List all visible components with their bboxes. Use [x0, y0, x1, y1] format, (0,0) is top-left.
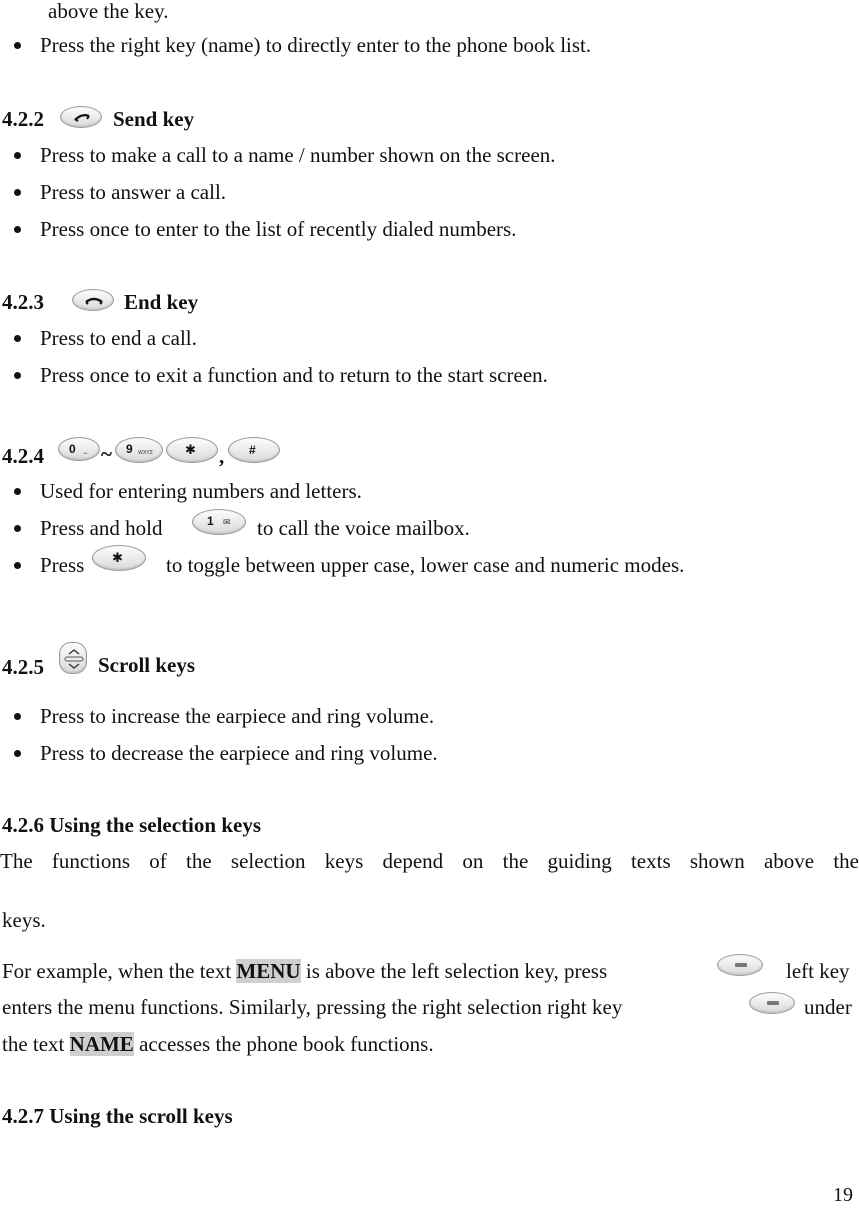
bullet-dot: [14, 226, 21, 233]
bullet-text: Press to end a call.: [40, 326, 197, 350]
paragraph-line: enters the menu functions. Similarly, pressing the right selection right key: [2, 995, 623, 1019]
section-title-send-key: Send key: [113, 107, 195, 131]
star-key-icon: [92, 545, 146, 571]
hash-key-label: #: [249, 443, 256, 457]
bullet-text: Used for entering numbers and letters.: [40, 479, 362, 503]
key-1-label: 1: [207, 514, 214, 528]
section-heading-4-2-6: 4.2.6 Using the selection keys: [2, 813, 261, 837]
key-9-label: 9: [126, 442, 133, 456]
text-segment: left key: [786, 959, 850, 983]
text-segment: under: [804, 995, 852, 1019]
key-9-sub: WXYZ: [138, 450, 153, 456]
page-number: 19: [833, 1184, 853, 1206]
bullet-text-pre: Press and hold: [40, 516, 163, 540]
text-segment: For example, when the text: [2, 959, 232, 983]
key-1-icon: [192, 509, 246, 535]
bullet-text: Press to decrease the earpiece and ring volume.: [40, 741, 438, 765]
section-heading-4-2-7: 4.2.7 Using the scroll keys: [2, 1104, 233, 1128]
mail-icon: ✉: [223, 518, 231, 528]
star-key-label: ✱: [112, 550, 123, 565]
text-segment: accesses the phone book functions.: [139, 1032, 434, 1056]
bullet-text: Press once to exit a function and to return to the start screen.: [40, 363, 548, 387]
key-0-icon: [58, 437, 100, 461]
scroll-key-icon: [59, 642, 87, 674]
bullet-text-pre: Press: [40, 553, 85, 577]
bullet-dot: [14, 488, 21, 495]
paragraph-line: [2, 958, 607, 984]
left-selection-key-icon: [717, 954, 763, 976]
text-segment: the text: [2, 1032, 65, 1056]
bullet-dot: [14, 713, 21, 720]
menu-highlight: MENU: [236, 959, 301, 983]
paragraph-line: keys.: [2, 908, 46, 932]
bullet-dot: [14, 152, 21, 159]
bullet-text: Press the right key (name) to directly enter to the phone book list.: [40, 33, 592, 57]
send-key-icon: [60, 106, 102, 128]
bullet-dot: [14, 372, 21, 379]
star-key-icon: [166, 437, 218, 463]
bullet-dot: [14, 189, 21, 196]
bullet-dot: [14, 750, 21, 757]
bullet-dot: [14, 525, 21, 532]
end-key-icon: [72, 289, 114, 311]
comma: ,: [219, 444, 225, 468]
paragraph-line: The functions of the selection keys depend on the guiding texts shown above the: [0, 849, 859, 873]
key-9-icon: [115, 437, 163, 463]
section-number-4-2-5: 4.2.5: [2, 655, 44, 679]
paragraph-line: [2, 1031, 434, 1057]
key-0-sub: ␣: [84, 449, 88, 455]
name-highlight: NAME: [69, 1032, 134, 1056]
bullet-dot: [14, 562, 21, 569]
bullet-dot: [14, 335, 21, 342]
bullet-text: Press to increase the earpiece and ring volume.: [40, 704, 435, 728]
section-title-scroll-keys: Scroll keys: [98, 653, 196, 677]
bullet-dot: [14, 42, 21, 49]
text-segment: is above the left selection key, press: [305, 959, 608, 983]
key-0-label: 0: [69, 442, 76, 456]
bullet-text-post: to call the voice mailbox.: [257, 516, 470, 540]
section-number-4-2-4: 4.2.4: [2, 444, 44, 468]
star-key-label: ✱: [185, 442, 196, 457]
bullet-text: Press to answer a call.: [40, 180, 227, 204]
section-title-end-key: End key: [124, 290, 199, 314]
continuation-text: above the key.: [48, 0, 169, 23]
section-number-4-2-3: 4.2.3: [2, 290, 44, 314]
section-number-4-2-2: 4.2.2: [2, 107, 44, 131]
right-selection-key-icon: [749, 992, 795, 1014]
bullet-text: Press once to enter to the list of recently dialed numbers.: [40, 217, 517, 241]
bullet-text: Press to make a call to a name / number shown on the screen.: [40, 143, 556, 167]
bullet-text-post: to toggle between upper case, lower case and numeric modes.: [166, 553, 685, 577]
hash-key-icon: [228, 437, 280, 463]
tilde: ~: [101, 442, 112, 466]
